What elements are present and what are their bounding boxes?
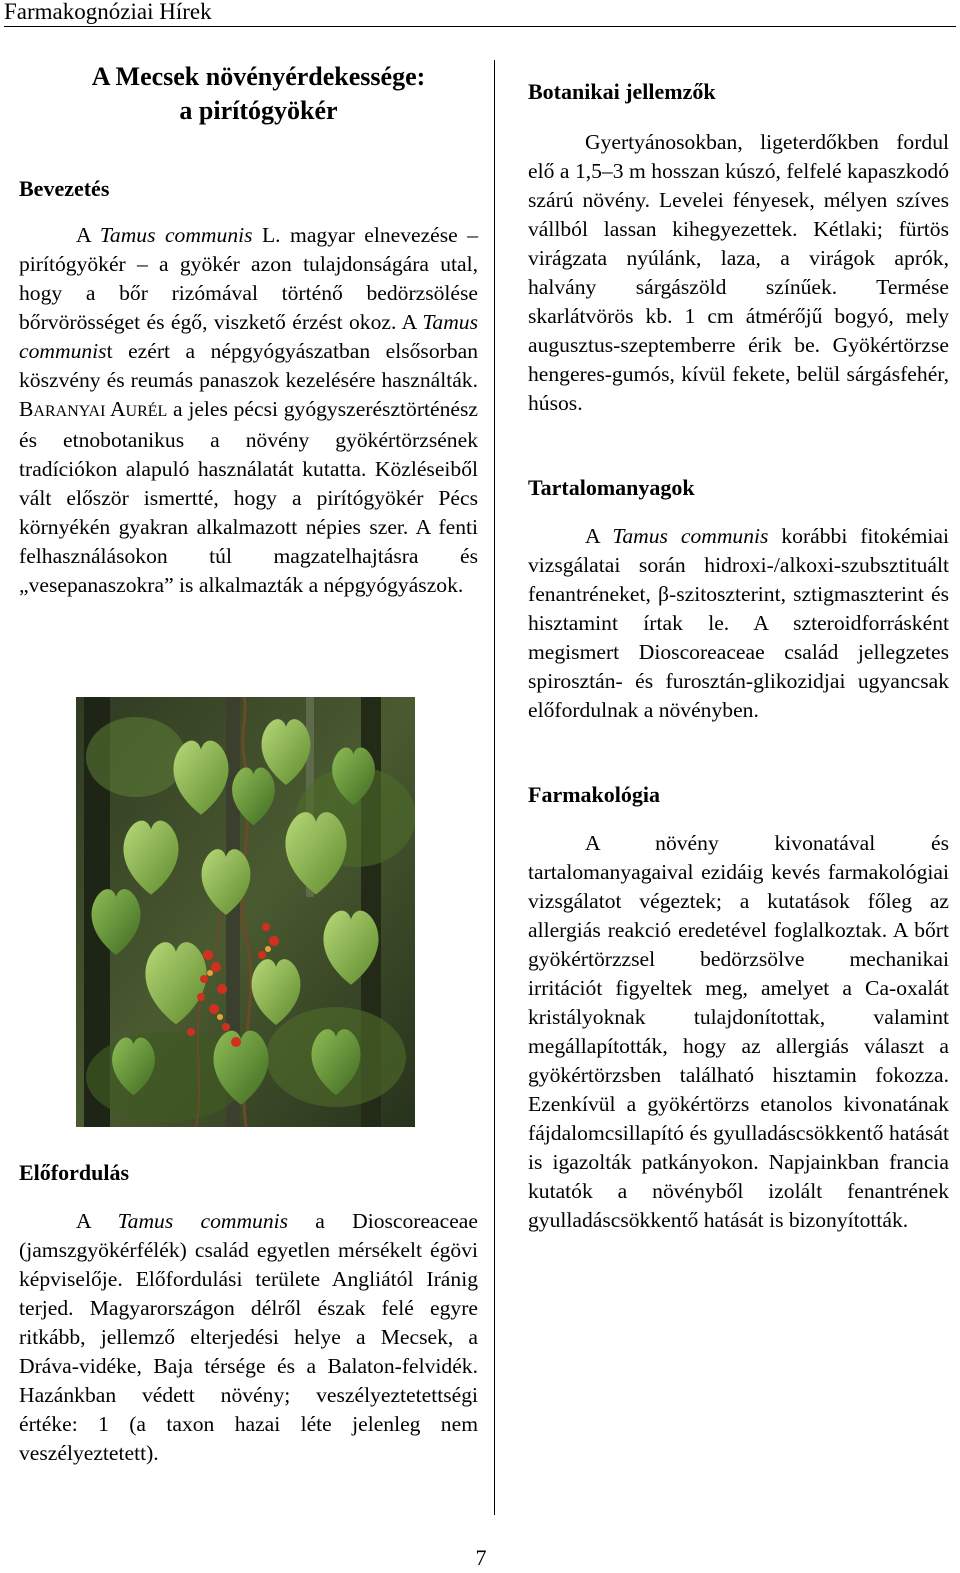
intro-text-2: L. magyar elnevezése – pirítógyökér – a gyökér azon tulajdonságára utal, hogy a bőr rizómával történő bedörzsölése bőrvörösséget és égő, viszkető érzést okoz. A <box>19 223 479 334</box>
journal-name: Farmakognóziai Hírek <box>4 0 212 24</box>
occurrence-paragraph <box>19 1207 478 1468</box>
intro-text-3: t ezért a népgyógyászatban elsősorban köszvény és reumás panaszok kezelésére használták. <box>19 339 478 392</box>
constituents-paragraph <box>528 522 949 725</box>
article-title-line-2: a pirítógyökér <box>179 96 338 125</box>
article-title-line-1: A Mecsek növényérdekessége: <box>91 62 426 91</box>
tamus-communis-photo <box>76 697 415 1127</box>
right-column <box>528 78 949 1235</box>
page-number: 7 <box>475 1545 487 1570</box>
constituents-text-2: korábbi fitokémiai vizsgálatai során hidroxi-/alkoxi-szubsztituált fenantréneket, β-szitoszterint, sztigmaszterint és hisztamint írtak le. A szteroidforrásként megismert Dioscoreaceae család jellegzetes spirosztán- és furosztán-glikozidjai ugyancsak előfordulnak a növényben. <box>528 524 949 722</box>
intro-paragraph <box>19 221 478 600</box>
occurrence-text-1: A <box>76 1209 118 1233</box>
species-name: Tamus communis <box>117 1209 289 1233</box>
left-column <box>19 60 478 600</box>
constituents-text-1: A <box>585 524 613 548</box>
species-name: Tamus communis <box>99 223 253 247</box>
section-heading-intro: Bevezetés <box>19 176 110 201</box>
section-heading-constituents: Tartalomanyagok <box>528 475 695 500</box>
occurrence-section <box>19 1159 478 1468</box>
author-initial: B <box>19 397 34 421</box>
author-initial: A <box>109 397 126 421</box>
section-heading-pharmacology: Farmakológia <box>528 782 660 807</box>
section-heading-occurrence: Előfordulás <box>19 1160 130 1185</box>
column-divider <box>494 60 495 1515</box>
botany-paragraph: Gyertyánosokban, ligeterdőkben fordul elő a 1,5–3 m hosszan kúszó, felfelé kapaszkodó szárú növény. Levelei fényesek, mélyen szíves vállból lassan kihegyezettek. Kétlaki; fürtös virágzata nyúlánk, laza, a virágok aprók, halvány sárgászöld színűek. Termése skarlátvörös kb. 1 cm átmérőjű bogyó, mely augusztus-szeptemberre érik be. Gyökértörzse hengeres-gumós, kívül fekete, belül sárgásfehér, húsos. <box>528 130 949 415</box>
pharmacology-paragraph: A növény kivonatával és tartalomanyagaival ezidáig kevés farmakológiai vizsgálatot végeztek; a kutatások főleg az allergiás reakció eredetével foglalkoztak. A bőrt gyökértörzzsel bedörzsölve mechanikai irritációt figyeltek meg, amelyet a Ca-oxalát kristályoknak tulajdonítottak, valamint megállapították, hogy az allergiás választ a gyökértörzsben található hisztamin fokozza. Ezenkívül a gyökértörzs etanolos kivonatának fájdalomcsillapító és gyulladáscsökkentő hatását is igazolták patkányokon. Napjainkban francia kutatók a növényből izolált fenantrének gyulladáscsökkentő hatását is bizonyították. <box>528 831 949 1232</box>
species-name: Tamus communis <box>612 524 769 548</box>
running-head <box>4 0 956 27</box>
author-name-smallcaps: ARANYAI <box>33 403 106 420</box>
article-title <box>29 60 488 128</box>
intro-text-4: a jeles pécsi gyógyszerésztörténész és etnobotanikus a növény gyökértörzsének tradíciókon alapuló használatát kutatta. Közléseiből vált először ismertté, hogy a pirítógyökér Pécs környékén gyakran alkalmazott népies szer. A fenti felhasználásokon túl magzatelhajtásra és „vesepanaszokra” is alkalmazták a népgyógyászok. <box>19 397 478 597</box>
occurrence-text-2: a Dioscoreaceae (jamszgyökérfélék) család egyetlen mérsékelt égövi képviselője. Előfordulási területe Angliától Iránig terjed. Magyarországon délről észak felé egyre ritkább, jellemző elterjedési helye a Mecsek, a Dráva-vidéke, Baja térsége és a Balaton-felvidék. Hazánkban védett növény; veszélyeztetettségi értéke: 1 (a taxon hazai léte jelenleg nem veszélyeztetett). <box>19 1209 478 1465</box>
section-heading-botany: Botanikai jellemzők <box>528 79 716 104</box>
species-name: Tamus communis <box>19 310 478 363</box>
intro-text-1: A <box>76 223 100 247</box>
author-name-smallcaps: URÉL <box>125 403 168 420</box>
